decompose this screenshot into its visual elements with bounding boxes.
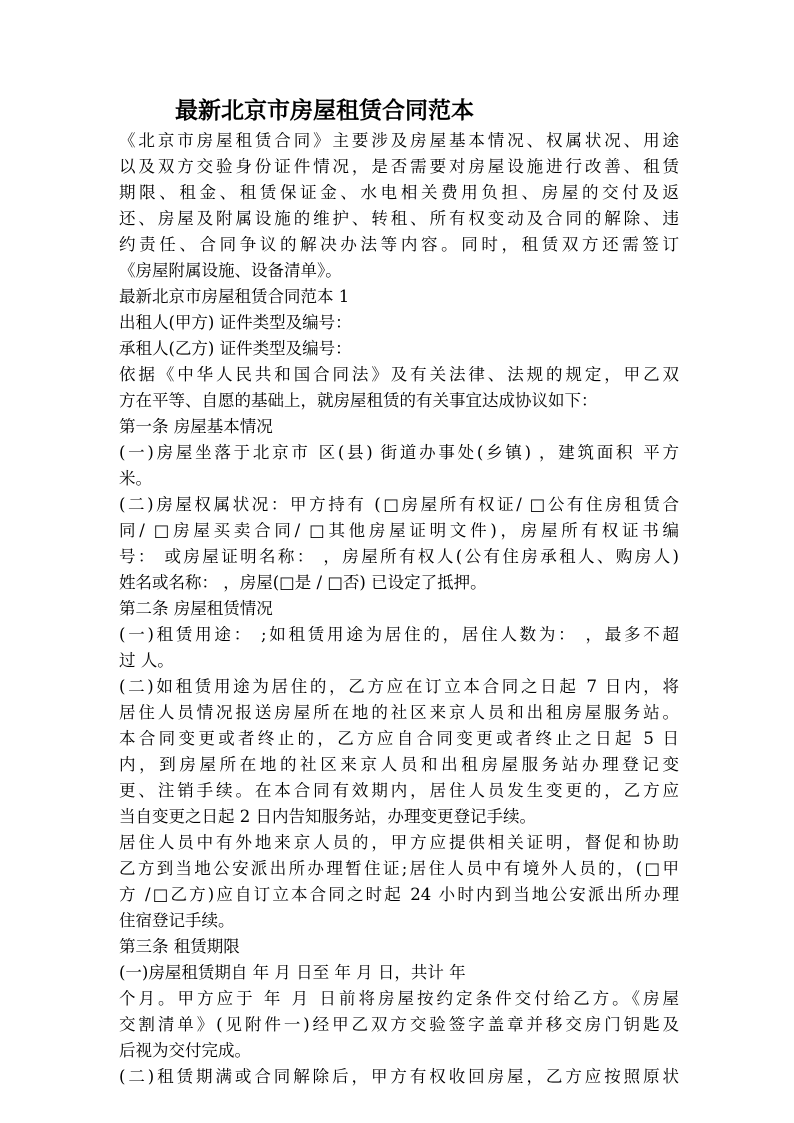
body-line: 《房屋附属设施、设备清单》。 [119,261,342,280]
body-line: 姓名或名称： ，房屋(□是 / □否) 已设定了抵押。 [119,573,487,592]
body-line: 个月。甲方应于 年 月 日前将房屋按约定条件交付给乙方。《房屋 [119,989,679,1008]
body-line: 方 /□乙方)应自订立本合同之时起 24 小时内到当地公安派出所办理 [119,885,679,904]
body-line: 更、注销手续。在本合同有效期内，居住人员发生变更的，乙方应 [119,781,679,800]
body-line: 第二条 房屋租赁情况 [119,599,273,618]
body-line: 居住人员情况报送房屋所在地的社区来京人员和出租房屋服务站。 [119,703,679,722]
body-line: 米。 [119,469,152,488]
body-line: 第三条 租赁期限 [119,937,240,956]
body-line: (一)房屋租赁期自 年 月 日至 年 月 日，共计 年 [119,963,466,982]
body-line: 乙方到当地公安派出所办理暂住证;居住人员中有境外人员的，(□甲 [119,859,679,878]
body-line: 期限、租金、租赁保证金、水电相关费用负担、房屋的交付及返 [119,183,679,202]
body-line: 约责任、合同争议的解决办法等内容。同时，租赁双方还需签订 [119,235,679,254]
body-line: 交割清单》(见附件一)经甲乙双方交验签字盖章并移交房门钥匙及 [119,1015,679,1034]
body-line: 最新北京市房屋租赁合同范本 1 [119,287,350,306]
body-line: 还、房屋及附属设施的维护、转租、所有权变动及合同的解除、违 [119,209,679,228]
body-line: 方在平等、自愿的基础上，就房屋租赁的有关事宜达成协议如下： [119,391,598,410]
body-line: 过 人。 [119,651,174,670]
body-line: 内，到房屋所在地的社区来京人员和出租房屋服务站办理登记变 [119,755,679,774]
body-line: 依据《中华人民共和国合同法》及有关法律、法规的规定，甲乙双 [119,365,679,384]
body-line: (二)如租赁用途为居住的，乙方应在订立本合同之日起 7 日内，将 [119,677,679,696]
body-line: 同/ □房屋买卖合同/ □其他房屋证明文件)，房屋所有权证书编 [119,521,679,540]
body-line: 住宿登记手续。 [119,911,235,930]
body-line: 本合同变更或者终止的，乙方应自合同变更或者终止之日起 5 日 [119,729,679,748]
body-line: (二)租赁期满或合同解除后，甲方有权收回房屋，乙方应按照原状 [119,1067,679,1086]
body-line: 居住人员中有外地来京人员的，甲方应提供相关证明，督促和协助 [119,833,679,852]
body-line: 以及双方交验身份证件情况，是否需要对房屋设施进行改善、租赁 [119,157,679,176]
body-line: 出租人(甲方) 证件类型及编号： [119,313,352,332]
body-line: 《北京市房屋租赁合同》主要涉及房屋基本情况、权属状况、用途 [119,131,679,150]
body-line: (二)房屋权属状况：甲方持有 (□房屋所有权证/ □公有住房租赁合 [119,495,679,514]
body-line: (一)租赁用途： ;如租赁用途为居住的，居住人数为： ，最多不超 [119,625,679,644]
body-line: 承租人(乙方) 证件类型及编号： [119,339,352,358]
body-line: (一)房屋坐落于北京市 区(县) 街道办事处(乡镇) ，建筑面积 平方 [119,443,679,462]
body-line: 号： 或房屋证明名称： ，房屋所有权人(公有住房承租人、购房人) [119,547,679,566]
document-title: 最新北京市房屋租赁合同范本 [175,97,474,124]
body-line: 当自变更之日起 2 日内告知服务站，办理变更登记手续。 [119,807,536,826]
body-line: 第一条 房屋基本情况 [119,417,273,436]
body-line: 后视为交付完成。 [119,1041,251,1060]
